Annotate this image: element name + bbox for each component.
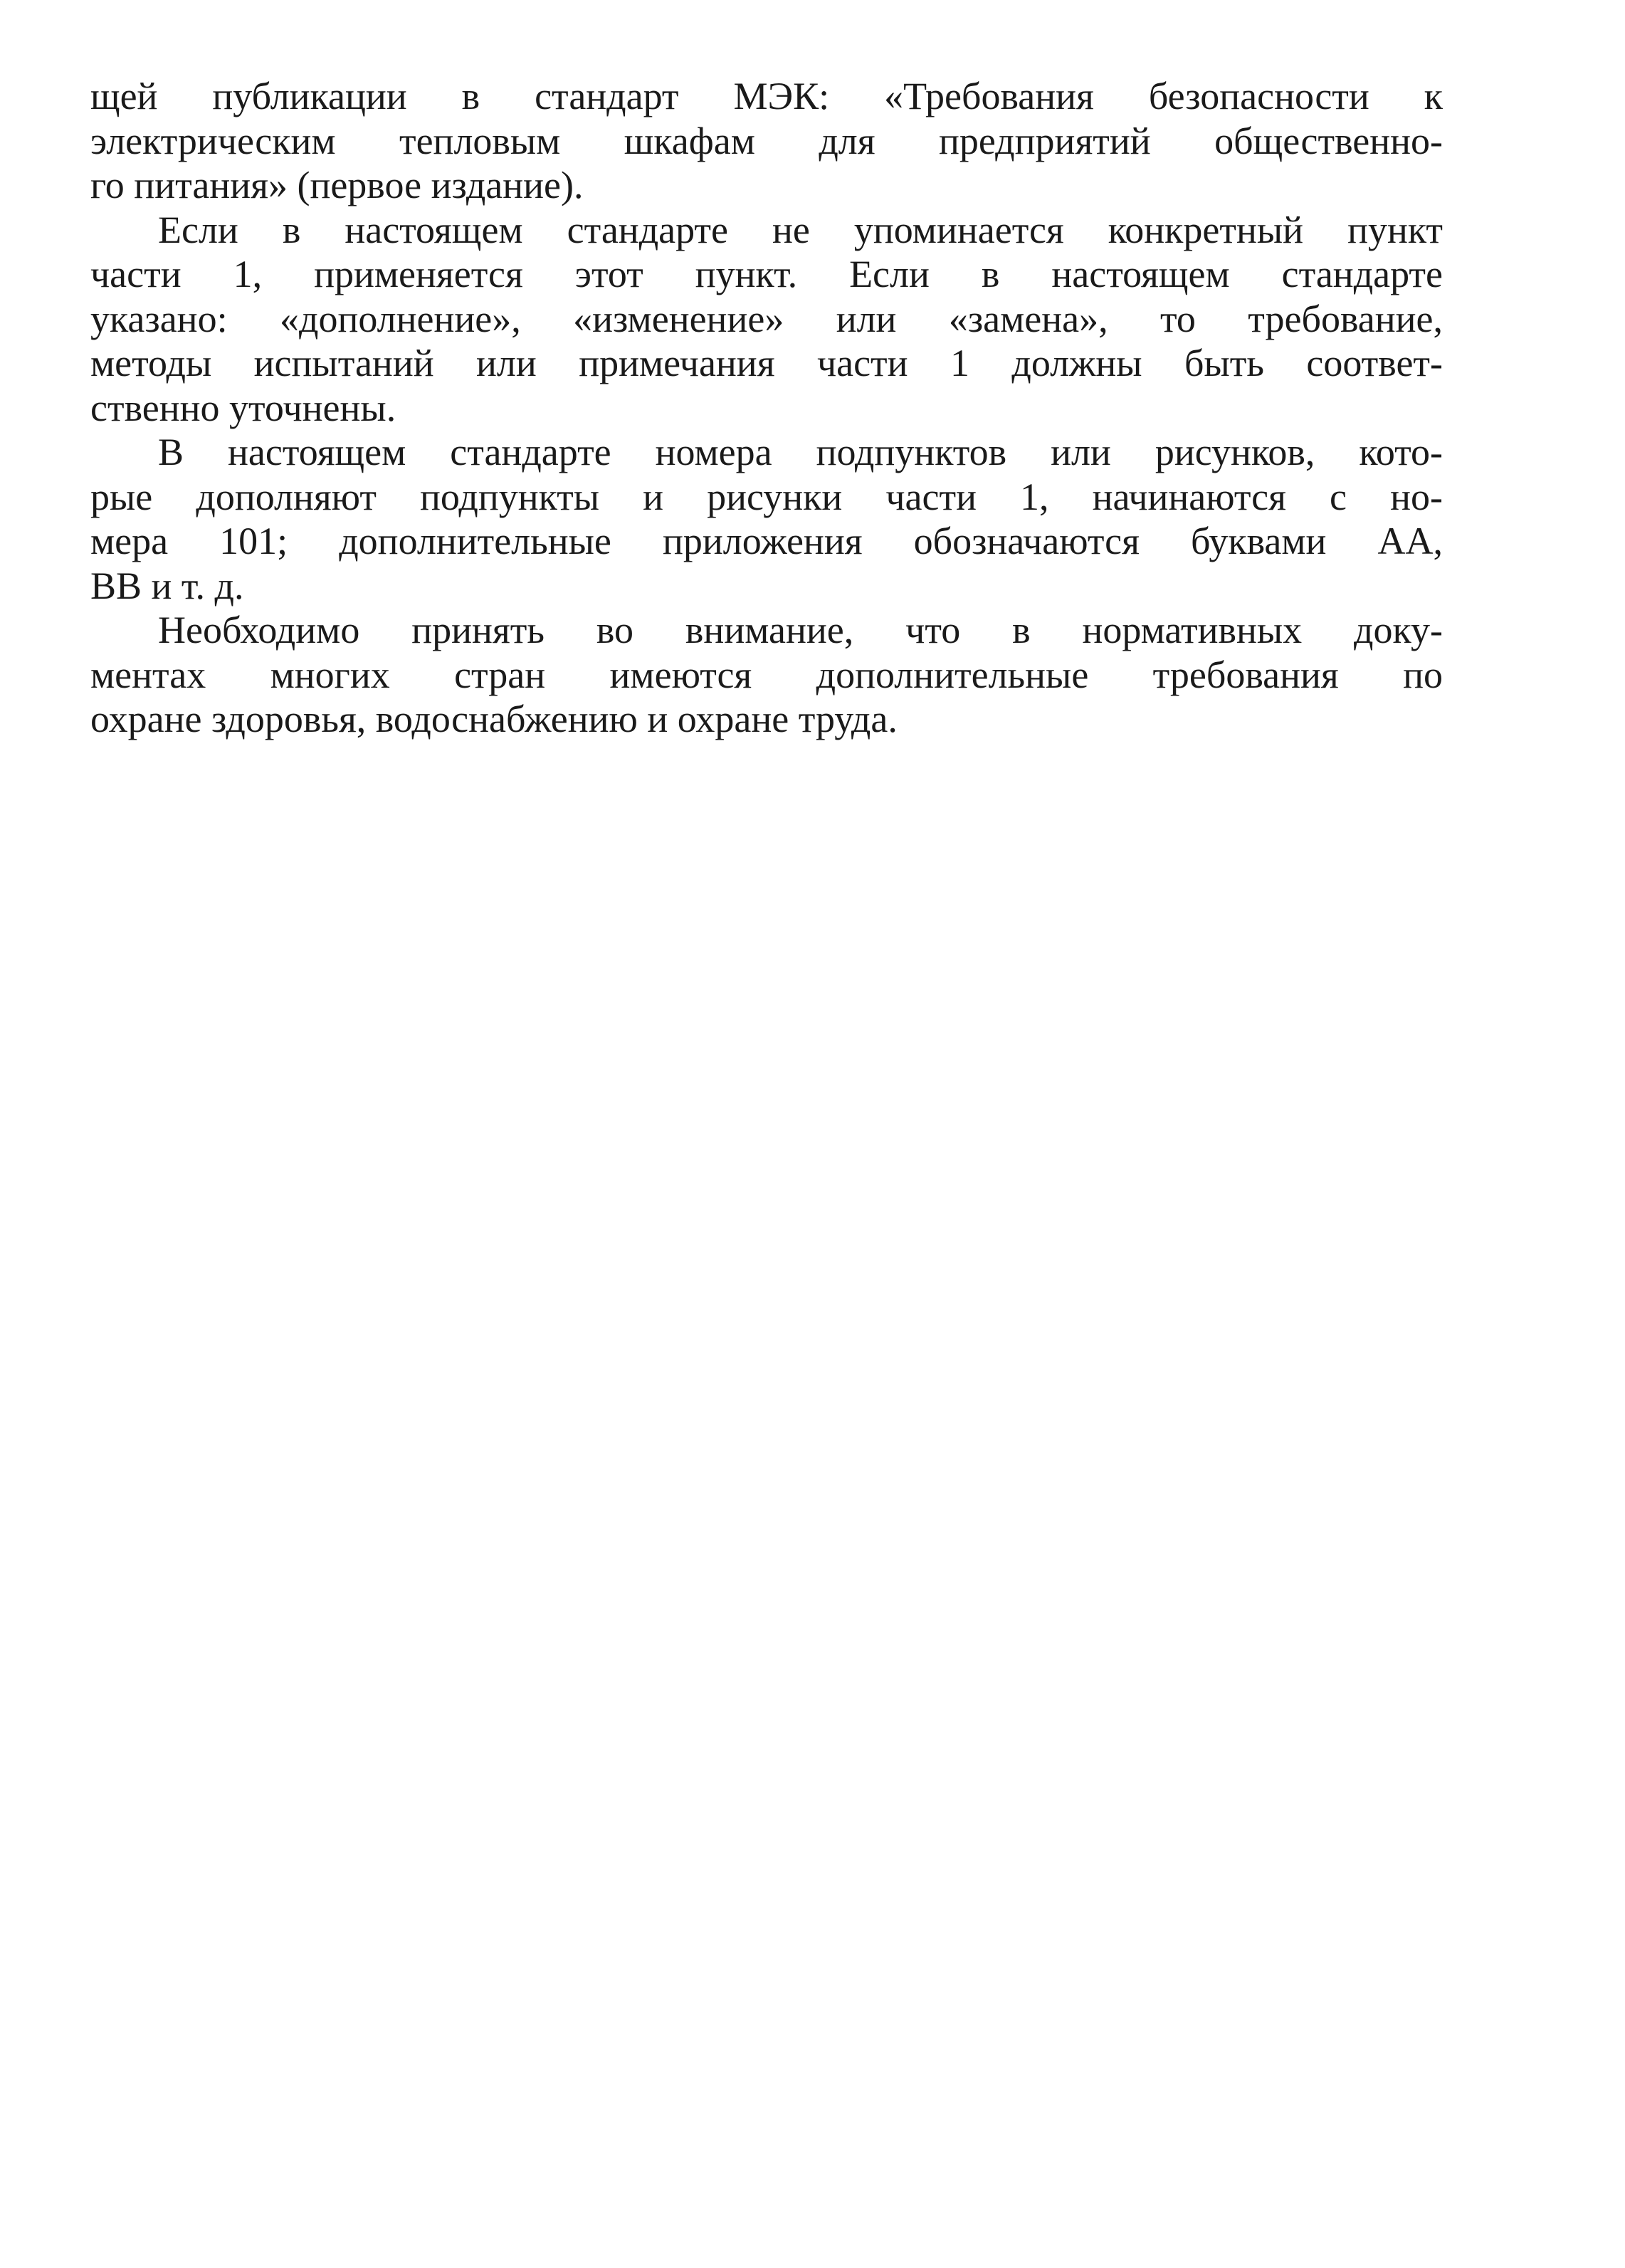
- text-line: охране здоровья, водоснабжению и охране труда.: [90, 698, 898, 740]
- text-line: мера 101; дополнительные приложения обозначаются буквами АА,: [90, 520, 1443, 562]
- body-text: [90, 74, 1443, 742]
- paragraph-1: [90, 74, 1443, 208]
- text-line: щей публикации в стандарт МЭК: «Требования безопасности к: [90, 75, 1443, 117]
- text-line: электрическим тепловым шкафам для предприятий общественно-: [90, 119, 1443, 162]
- text-line: Если в настоящем стандарте не упоминается конкретный пункт: [158, 208, 1443, 251]
- paragraph-2: [90, 208, 1443, 431]
- text-line: указано: «дополнение», «изменение» или «замена», то требование,: [90, 297, 1443, 340]
- text-line: методы испытаний или примечания части 1 должны быть соответ-: [90, 342, 1443, 384]
- paragraph-4: [90, 608, 1443, 742]
- text-line: части 1, применяется этот пункт. Если в настоящем стандарте: [90, 253, 1443, 295]
- text-line: ственно уточнены.: [90, 386, 396, 429]
- text-line: ВВ и т. д.: [90, 564, 244, 607]
- text-line: го питания» (первое издание).: [90, 164, 584, 206]
- text-line: В настоящем стандарте номера подпунктов или рисунков, кото-: [158, 431, 1443, 473]
- text-line: рые дополняют подпункты и рисунки части 1, начинаются с но-: [90, 475, 1443, 518]
- paragraph-3: [90, 430, 1443, 608]
- text-line: ментах многих стран имеются дополнительные требования по: [90, 653, 1443, 696]
- text-line: Необходимо принять во внимание, что в нормативных доку-: [158, 609, 1443, 651]
